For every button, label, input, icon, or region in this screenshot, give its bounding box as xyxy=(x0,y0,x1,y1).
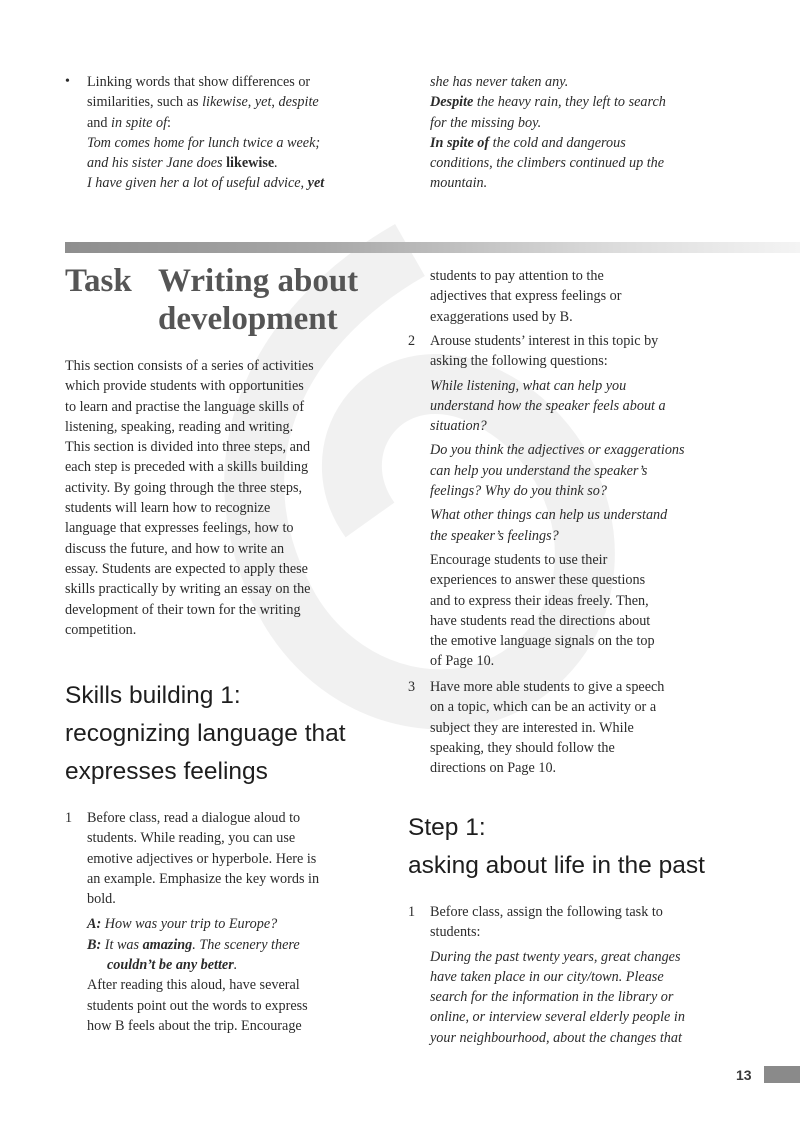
example-sentence: for the missing boy. xyxy=(430,114,542,131)
intro-line: This section is divided into three steps, and xyxy=(65,439,311,456)
page-number: 13 xyxy=(736,1067,752,1083)
heading-line: Step 1: xyxy=(408,814,486,841)
item-line: Encourage students to use their xyxy=(430,551,608,568)
task-title xyxy=(158,262,358,338)
example-sentence: conditions, the climbers continued up the xyxy=(430,155,665,172)
bold-keyword: amazing xyxy=(142,936,193,953)
text: , xyxy=(271,94,279,111)
step-1-item-1 xyxy=(408,902,760,1048)
bold-keyword: couldn’t be any better xyxy=(107,957,234,974)
task-line: During the past twenty years, great changes xyxy=(430,948,681,965)
item-line: subject they are interested in. While xyxy=(430,719,634,736)
text: . xyxy=(233,957,238,974)
example-sentence: she has never taken any. xyxy=(430,74,569,90)
task-title-line: Writing about xyxy=(158,263,359,299)
question xyxy=(430,440,760,501)
text: : xyxy=(167,114,171,131)
heading-line: expresses feelings xyxy=(65,758,268,785)
text: and his sister Jane does xyxy=(87,155,227,172)
item-line: Before class, read a dialogue aloud to xyxy=(87,810,301,826)
task-line: your neighbourhood, about the changes that xyxy=(430,1029,682,1046)
intro-line: listening, speaking, reading and writing. xyxy=(65,418,294,435)
intro-line: language that expresses feelings, how to xyxy=(65,520,294,537)
task-title-line: development xyxy=(158,301,338,337)
task-intro-paragraph xyxy=(65,356,385,640)
dialogue-line-b-cont xyxy=(87,955,387,975)
speaker-label: B: xyxy=(87,936,102,953)
text: Linking words that show differences or xyxy=(87,74,311,90)
question xyxy=(430,376,760,437)
section-divider xyxy=(65,242,800,253)
item-line: bold. xyxy=(87,891,116,908)
linking-words-line xyxy=(87,113,387,133)
item-line: emotive adjectives or hyperbole. Here is xyxy=(87,850,317,867)
item-line: Arouse students’ interest in this topic by xyxy=(430,333,659,349)
example-sentence xyxy=(87,153,387,173)
heading-line: Skills building 1: xyxy=(65,682,241,709)
item-line: students to pay attention to the xyxy=(430,268,604,284)
task-label: Task xyxy=(65,263,132,299)
term-likewise: likewise xyxy=(202,94,248,111)
item-line: students point out the words to express xyxy=(87,997,308,1014)
bold-keyword: likewise xyxy=(226,155,275,172)
example-sentence xyxy=(430,92,760,112)
speaker-label: A: xyxy=(87,916,102,933)
skills-building-heading xyxy=(65,677,395,791)
bold-keyword: In spite of xyxy=(430,134,490,151)
item-line: how B feels about the trip. Encourage xyxy=(87,1017,302,1034)
text: , xyxy=(247,94,255,111)
text: I have given her a lot of useful advice, xyxy=(87,175,308,192)
item-line: speaking, they should follow the xyxy=(430,739,615,756)
task-line: online, or interview several elderly people in xyxy=(430,1009,685,1026)
bold-keyword: yet xyxy=(307,175,325,192)
example-sentence xyxy=(430,133,760,153)
text: the heavy rain, they left to search xyxy=(473,94,666,111)
step-1-heading xyxy=(408,809,768,885)
bold-keyword: Despite xyxy=(430,94,474,111)
top-left-column xyxy=(65,72,387,194)
intro-line: This section consists of a series of activities xyxy=(65,358,314,374)
dialogue-line-a xyxy=(87,914,387,934)
item-number: 3 xyxy=(408,679,416,695)
dialogue-line-b xyxy=(87,935,387,955)
item-line: on a topic, which can be an activity or a xyxy=(430,699,657,716)
text: How was your trip to Europe? xyxy=(101,916,278,933)
question-line: feelings? Why do you think so? xyxy=(430,483,607,500)
question-line: Do you think the adjectives or exaggerations xyxy=(430,442,685,459)
item-number: 2 xyxy=(408,333,416,349)
text: similarities, such as xyxy=(87,94,203,111)
item-line: Have more able students to give a speech xyxy=(430,679,665,695)
linking-words-line xyxy=(87,72,387,92)
item-line: have students read the directions about xyxy=(430,612,651,629)
bullet-marker: • xyxy=(65,74,70,89)
intro-line: competition. xyxy=(65,621,137,638)
item-line: of Page 10. xyxy=(430,653,495,670)
item-line: After reading this aloud, have several xyxy=(87,977,300,994)
text: and xyxy=(87,114,112,131)
encourage-paragraph xyxy=(430,550,760,672)
intro-line: to learn and practise the language skills of xyxy=(65,398,305,415)
question-line: situation? xyxy=(430,418,487,435)
question-line: While listening, what can help you xyxy=(430,377,627,394)
task-line: have taken place in our city/town. Please xyxy=(430,968,664,985)
linking-words-line xyxy=(87,92,387,112)
intro-line: development of their town for the writing xyxy=(65,601,301,618)
top-right-column xyxy=(430,72,760,194)
example-sentence: mountain. xyxy=(430,175,488,192)
intro-line: activity. By going through the three steps, xyxy=(65,479,303,496)
page-number-bar xyxy=(764,1066,800,1083)
item-line: experiences to answer these questions xyxy=(430,572,646,589)
heading-line: asking about life in the past xyxy=(408,852,705,879)
item-line: asking the following questions: xyxy=(430,353,608,370)
question-line: What other things can help us understand xyxy=(430,507,668,524)
question-line: can help you understand the speaker’s xyxy=(430,462,648,479)
question-line: understand how the speaker feels about a xyxy=(430,397,666,414)
term-yet: yet xyxy=(254,94,272,111)
intro-line: students will learn how to recognize xyxy=(65,500,271,517)
item-number: 1 xyxy=(65,810,73,826)
item-line: and to express their ideas freely. Then, xyxy=(430,592,649,609)
item-number: 1 xyxy=(408,904,416,920)
item-line: exaggerations used by B. xyxy=(430,308,573,325)
skills-item-1-continued xyxy=(430,266,760,327)
term-despite: despite xyxy=(278,94,319,111)
text: the cold and dangerous xyxy=(489,134,626,151)
heading-line: recognizing language that xyxy=(65,720,346,747)
intro-line: each step is preceded with a skills building xyxy=(65,459,309,476)
skills-item-3 xyxy=(408,677,760,778)
text: . The scenery there xyxy=(192,936,300,953)
example-sentence xyxy=(87,173,387,193)
intro-line: skills practically by writing an essay on the xyxy=(65,581,311,598)
intro-line: discuss the future, and how to write an xyxy=(65,540,285,557)
question-line: the speaker’s feelings? xyxy=(430,527,559,544)
question xyxy=(430,505,760,546)
item-line: the emotive language signals on the top xyxy=(430,633,655,650)
task-line: search for the information in the library or xyxy=(430,989,674,1006)
text: . xyxy=(274,155,278,172)
skills-item-1 xyxy=(65,808,387,1036)
text: It was xyxy=(101,936,143,953)
assigned-task-text xyxy=(430,947,760,1048)
skills-item-2 xyxy=(408,331,760,672)
intro-line: essay. Students are expected to apply these xyxy=(65,560,308,577)
intro-line: which provide students with opportunities xyxy=(65,378,304,395)
item-line: adjectives that express feelings or xyxy=(430,288,622,305)
term-in-spite-of: in spite of xyxy=(111,114,168,131)
item-line: Before class, assign the following task to xyxy=(430,904,663,920)
example-sentence: Tom comes home for lunch twice a week; xyxy=(87,134,321,151)
item-line: directions on Page 10. xyxy=(430,760,557,777)
item-line: students. While reading, you can use xyxy=(87,830,296,847)
item-line: an example. Emphasize the key words in xyxy=(87,870,320,887)
item-line: students: xyxy=(430,924,481,941)
